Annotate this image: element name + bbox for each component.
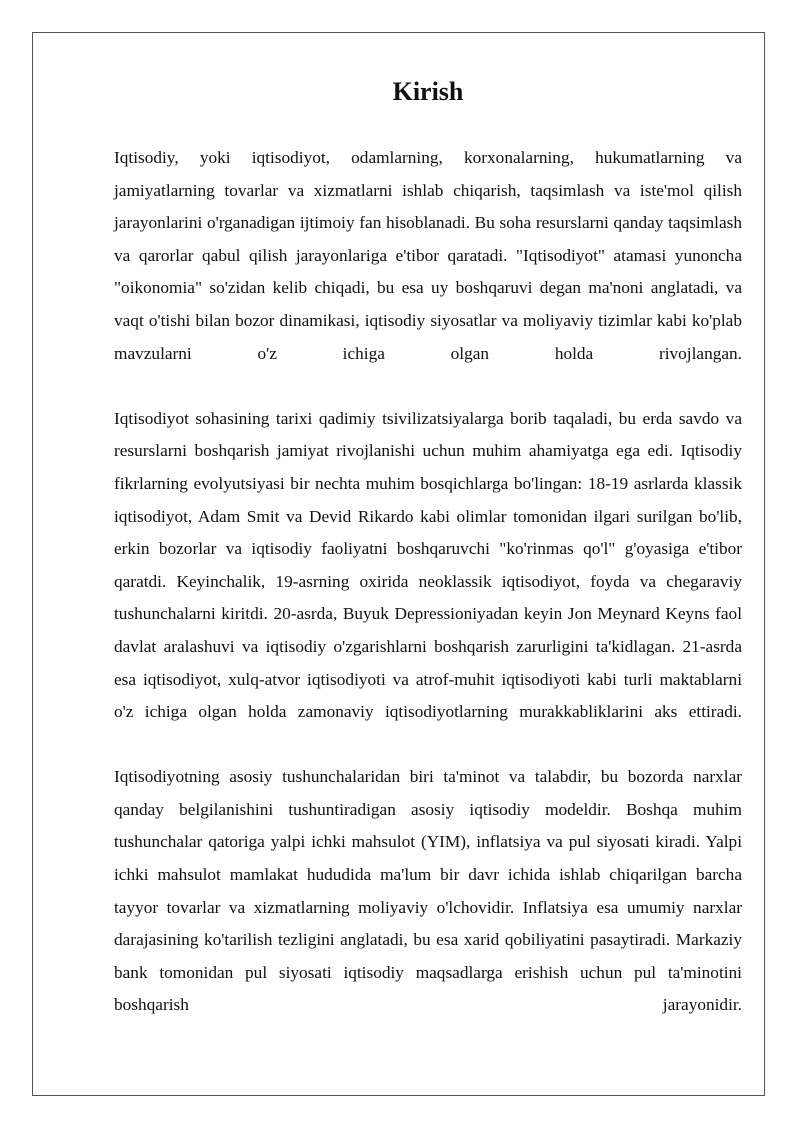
paragraph-1: Iqtisodiy, yoki iqtisodiyot, odamlarning, korxonalarning, hukumatlarning va jamiyatlarning tovarlar va xizmatlarni ishlab chiqarish, taqsimlash va iste'mol qilish jarayonlarini o'rganadigan ijtimoiy fan hisoblanadi. Bu soha resurslarni qanday taqsimlash va qarorlar qabul qilish jarayonlariga e'tibor qaratadi. "Iqtisodiyot" atamasi yunoncha "oikonomia" so'zidan kelib chiqadi, bu esa uy boshqaruvi degan ma'noni anglatadi, va vaqt o'tishi bilan bozor dinamikasi, iqtisodiy siyosatlar va moliyaviy tizimlar kabi ko'plab mavzularni o'z ichiga olgan holda rivojlangan. (114, 148, 742, 363)
page-title: Kirish (392, 77, 464, 106)
document-body (114, 142, 742, 1022)
paragraph-2: Iqtisodiyot sohasining tarixi qadimiy tsivilizatsiyalarga borib taqaladi, bu erda savdo va resurslarni boshqarish jamiyat rivojlanishi uchun muhim ahamiyatga ega edi. Iqtisodiy fikrlarning evolyutsiyasi bir nechta muhim bosqichlarga bo'lingan: 18-19 asrlarda klassik iqtisodiyot, Adam Smit va Devid Rikardo kabi olimlar tomonidan ilgari surilgan bo'lib, erkin bozorlar va iqtisodiy faoliyatni boshqaruvchi "ko'rinmas qo'l" g'oyasiga e'tibor qaratdi. Keyinchalik, 19-asrning oxirida neoklassik iqtisodiyot, foyda va chegaraviy tushunchalarni kiritdi. 20-asrda, Buyuk Depressioniyadan keyin Jon Meynard Keyns faol davlat aralashuvi va iqtisodiy o'zgarishlarni boshqarish zarurligini ta'kidlagan. 21-asrda esa iqtisodiyot, xulq-atvor iqtisodiyoti va atrof-muhit iqtisodiyoti kabi turli maktablarni o'z ichiga olgan holda zamonaviy iqtisodiyotlarning murakkabliklarini aks ettiradi. (114, 408, 742, 722)
paragraph-3: Iqtisodiyotning asosiy tushunchalaridan biri ta'minot va talabdir, bu bozorda narxlar qanday belgilanishini tushuntiradigan asosiy iqtisodiy modeldir. Boshqa muhim tushunchalar qatoriga yalpi ichki mahsulot (YIM), inflatsiya va pul siyosati kiradi. Yalpi ichki mahsulot mamlakat hududida ma'lum bir davr ichida ishlab chiqarilgan barcha tayyor tovarlar va xizmatlarning moliyaviy o'lchovidir. Inflatsiya esa umumiy narxlar darajasining ko'tarilish tezligini anglatadi, bu esa xarid qobiliyatini pasaytiradi. Markaziy bank tomonidan pul siyosati iqtisodiy maqsadlarga erishish uchun pul ta'minotini boshqarish jarayonidir. (114, 767, 742, 1015)
